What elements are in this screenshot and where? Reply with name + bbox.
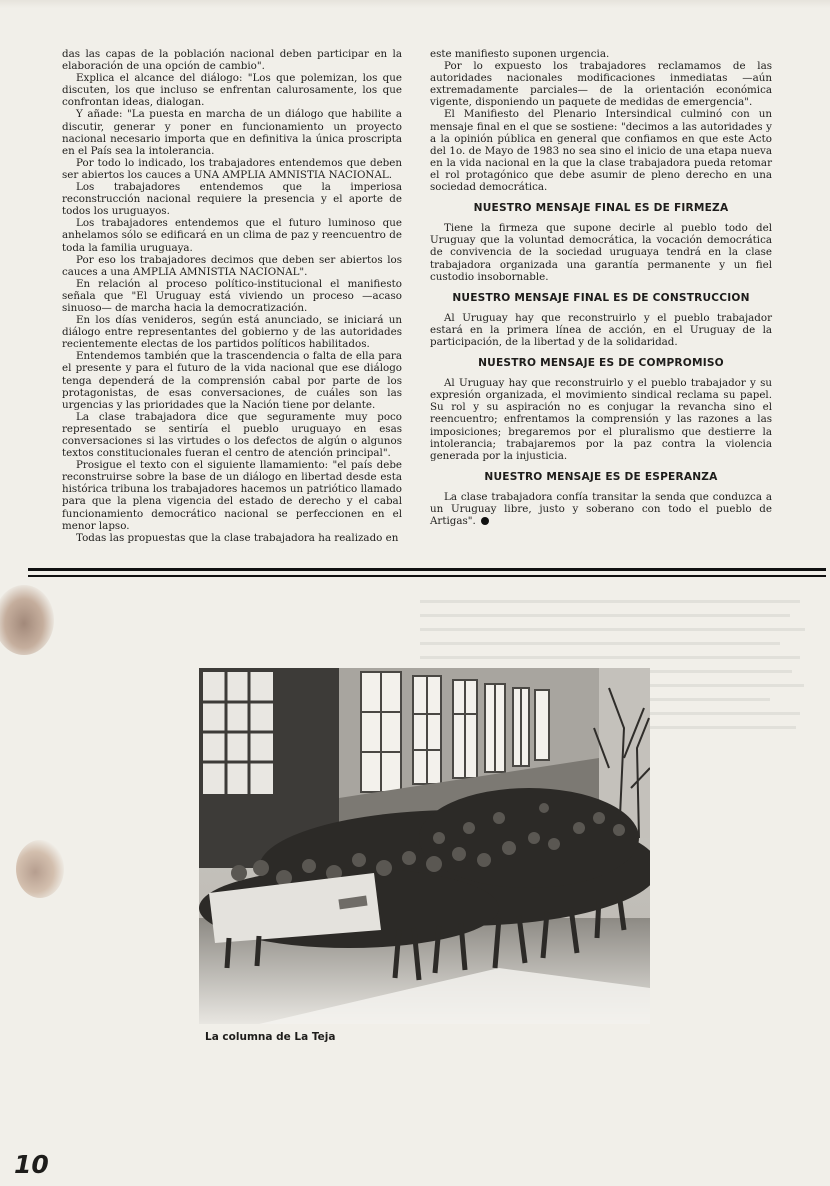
- paragraph: En relación al proceso político-institucional el manifiesto señala que "El Uruguay está viviendo un proceso —acaso sinuoso— de marcha hacia la democratización.: [62, 277, 402, 314]
- left-column: [62, 48, 402, 544]
- march-photograph: [199, 668, 650, 1024]
- section-heading-compromiso: NUESTRO MENSAJE ES DE COMPROMISO: [478, 357, 724, 370]
- divider-thick: [28, 568, 826, 571]
- section-heading-firmeza: NUESTRO MENSAJE FINAL ES DE FIRMEZA: [473, 202, 729, 215]
- photo-illustration: [199, 668, 650, 1024]
- paragraph: En los días venideros, según está anunciado, se iniciará un diálogo entre representantes del gobierno y de las autoridades recientemente electas de los partidos políticos habilitados.: [62, 314, 402, 351]
- paragraph: Los trabajadores entendemos que la imperiosa reconstrucción nacional requiere la presencia y el aporte de todos los uruguayos.: [62, 181, 402, 218]
- divider-thin: [28, 575, 826, 577]
- section-heading-esperanza: NUESTRO MENSAJE ES DE ESPERANZA: [484, 470, 718, 483]
- paragraph: Por todo lo indicado, los trabajadores entendemos que deben ser abiertos los cauces a UNA AMPLIA AMNISTIA NACIONAL.: [62, 156, 402, 181]
- right-column: [430, 48, 772, 527]
- paragraph: Prosigue el texto con el siguiente llamamiento: "el país debe reconstruirse sobre la base de un diálogo en libertad desde esta histórica tribuna los trabajadores hacemos un patriótico llamado para que la plena vigencia del estado de derecho y el cabal funcionamiento democrático nacional se perfeccionen en el menor lapso.: [62, 459, 402, 532]
- paragraph: Entendemos también que la trascendencia o falta de ella para el presente y para el futuro de la vida nacional que ese diálogo tenga dependerá de la comprensión cabal por parte de los protagonistas, de esas conversaciones, de cuáles son las urgencias y las prioridades que la Nación tiene por delante.: [62, 350, 402, 411]
- paragraph: Todas las propuestas que la clase trabajadora ha realizado en: [76, 531, 399, 544]
- paragraph: Los trabajadores entendemos que el futuro luminoso que anhelamos sólo se edificará en un clima de paz y reencuentro de toda la familia uruguaya.: [62, 217, 402, 254]
- paragraph: este manifiesto suponen urgencia.: [430, 48, 610, 60]
- paragraph: El Manifiesto del Plenario Intersindical culminó con un mensaje final en el que se sostiene: "decimos a las autoridades y a la opinión pública en general que confiamos en que este Acto del 1o. de Mayo de 1983 no sea sino el inicio de una etapa nueva en la vida nacional en la que la clase trabajadora pueda retomar el rol protagónico que debe asumir de pleno derecho en una sociedad democrática.: [430, 108, 772, 194]
- section-text-esperanza-content: La clase trabajadora confía transitar la senda que conduzca a un Uruguay libre, justo y soberano con todo el pueblo de Artigas".: [430, 490, 772, 528]
- section-heading-construccion: NUESTRO MENSAJE FINAL ES DE CONSTRUCCION: [452, 291, 750, 304]
- photo-caption: La columna de La Teja: [205, 1031, 336, 1043]
- section-text-esperanza: [430, 491, 772, 527]
- paragraph: Por eso los trabajadores decimos que deben ser abiertos los cauces a una AMPLIA AMNISTIA NACIONAL".: [62, 253, 402, 278]
- page-top-edge: [0, 0, 830, 8]
- section-text-construccion: Al Uruguay hay que reconstruirlo y el pueblo trabajador estará en la primera línea de acción, en el Uruguay de la participación, de la libertad y de la solidaridad.: [430, 311, 772, 348]
- paragraph: Y añade: "La puesta en marcha de un diálogo que habilite a discutir, generar y poner en funcionamiento un proyecto nacional necesario importa que en definitiva la única proscripta en el País sea la intolerancia.: [62, 108, 402, 157]
- paper-stain: [16, 840, 64, 898]
- section-text-compromiso: Al Uruguay hay que reconstruirlo y el pueblo trabajador y su expresión organizada, el movimiento sindical reclama su papel. Su rol y su aspiración no es conjugar la revancha sino el reencuentro; enfrentamos la comprensión y las razones a las imposiciones; bregaremos por el pluralismo que destierre la intolerancia; trabajaremos por la paz contra la violencia generada por la injusticia.: [430, 377, 772, 462]
- paragraph: Por lo expuesto los trabajadores reclamamos de las autoridades nacionales modificaciones inmediatas —aún extremadamente parciales— de la orientación económica vigente, disponiendo un paquete de medidas de emergencia".: [430, 60, 772, 109]
- paper-stain: [0, 585, 54, 655]
- end-of-article-bullet-icon: [481, 517, 489, 525]
- paragraph: Explica el alcance del diálogo: "Los que polemizan, los que discuten, los que incluso se enfrentan calurosamente, los que confrontan ideas, dialogan.: [62, 72, 402, 109]
- section-text-firmeza: Tiene la firmeza que supone decirle al pueblo todo del Uruguay que la voluntad democrática, la vocación democrática de convivencia de la sociedad uruguaya tendrá en la clase trabajadora organizada una garantía permanente y un fiel custodio insobornable.: [430, 222, 772, 283]
- paragraph: La clase trabajadora dice que seguramente muy poco representado se sentiría el pueblo uruguayo en esas conversaciones si las virtudes o los defectos de algún o algunos textos constitucionales fueran el centro de atención principal".: [62, 410, 402, 460]
- page-number: 10: [14, 1150, 49, 1179]
- paragraph: das las capas de la población nacional deben participar en la elaboración de una opción de cambio".: [62, 48, 402, 73]
